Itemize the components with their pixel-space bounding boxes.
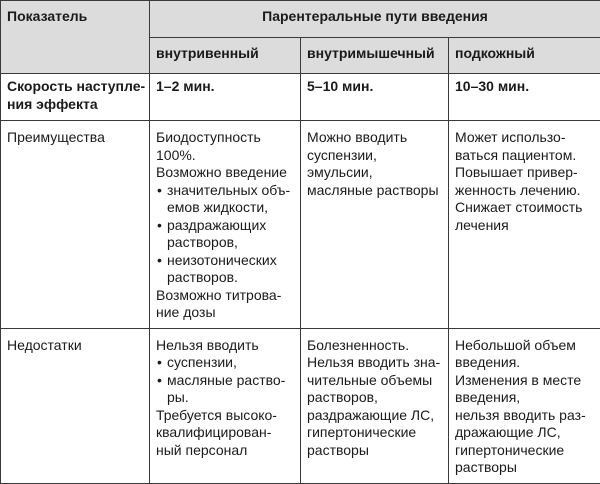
header-intravenous: внутривенный <box>150 38 301 74</box>
text-line: эмульсии, <box>307 164 442 182</box>
disadvantages-subcutaneous <box>449 328 600 483</box>
onset-intramuscular: 5–10 мин. <box>301 74 449 121</box>
header-intramuscular: внутримышечный <box>301 38 449 74</box>
text-line: женность лечению. <box>455 182 594 200</box>
text-line: квалифицирован- <box>156 424 294 442</box>
text-line: гипертонические <box>307 424 442 442</box>
row-label-disadvantages: Недостатки <box>1 328 150 483</box>
text-line: Изменения в месте <box>455 372 594 390</box>
bullet-continuation: емов жидкости, <box>156 199 294 217</box>
disadvantages-intramuscular <box>301 328 449 483</box>
text-line: растворы <box>455 459 594 477</box>
text-line: растворов, <box>307 389 442 407</box>
text-line: введения, <box>455 389 594 407</box>
text-line: Повышает привер- <box>455 164 594 182</box>
text-line: суспензии, <box>307 147 442 165</box>
text-line: гипертонические <box>455 442 594 460</box>
text-line: масляные растворы <box>307 182 442 200</box>
text-line: Можно вводить <box>307 129 442 147</box>
header-row-1 <box>1 1 600 38</box>
text-line: лечения <box>455 217 594 235</box>
text-line: Требуется высоко- <box>156 407 294 425</box>
text-line: 100%. <box>156 147 294 165</box>
bullet-continuation: растворов, <box>156 234 294 252</box>
text-line: дражающие ЛС, <box>455 424 594 442</box>
text-line: ние дозы <box>156 304 294 322</box>
label-line: Скорость наступле- <box>7 78 143 96</box>
text-line: Снижает стоимость <box>455 199 594 217</box>
text-line: растворы <box>307 442 442 460</box>
row-label-advantages: Преимущества <box>1 121 150 329</box>
disadvantages-intravenous <box>150 328 301 483</box>
text-line: нельзя вводить раз- <box>455 407 594 425</box>
bullet-continuation: растворов. <box>156 269 294 287</box>
text-line: Нельзя вводить зна- <box>307 354 442 372</box>
header-indicator: Показатель <box>1 1 150 74</box>
bullet-item: • суспензии, <box>156 354 294 372</box>
text-line: Биодоступность <box>156 129 294 147</box>
bullet-item: • масляные раство- <box>156 372 294 390</box>
row-advantages <box>1 121 600 329</box>
bullet-continuation: ры. <box>156 389 294 407</box>
text-line: введения. <box>455 354 594 372</box>
onset-subcutaneous: 10–30 мин. <box>449 74 600 121</box>
text-line: ный персонал <box>156 442 294 460</box>
label-line: ния эффекта <box>7 96 143 114</box>
row-onset-speed <box>1 74 600 121</box>
text-line: ваться пациентом. <box>455 147 594 165</box>
text-line: Болезненность. <box>307 337 442 355</box>
text-line: чительные объемы <box>307 372 442 390</box>
onset-intravenous: 1–2 мин. <box>150 74 301 121</box>
advantages-intravenous <box>150 121 301 329</box>
bullet-item: • значительных объ- <box>156 182 294 200</box>
row-disadvantages <box>1 328 600 483</box>
text-line: Может использо- <box>455 129 594 147</box>
header-subcutaneous: подкожный <box>449 38 600 74</box>
text-line: Небольшой объем <box>455 337 594 355</box>
row-label-onset-speed <box>1 74 150 121</box>
advantages-subcutaneous <box>449 121 600 329</box>
advantages-intramuscular <box>301 121 449 329</box>
text-line: Возможно введение <box>156 164 294 182</box>
text-line: раздражающие ЛС, <box>307 407 442 425</box>
header-parenteral-routes: Парентеральные пути введения <box>150 1 600 38</box>
bullet-item: • раздражающих <box>156 217 294 235</box>
text-line: Нельзя вводить <box>156 337 294 355</box>
bullet-item: • неизотонических <box>156 252 294 270</box>
text-line: Возможно титрова- <box>156 287 294 305</box>
